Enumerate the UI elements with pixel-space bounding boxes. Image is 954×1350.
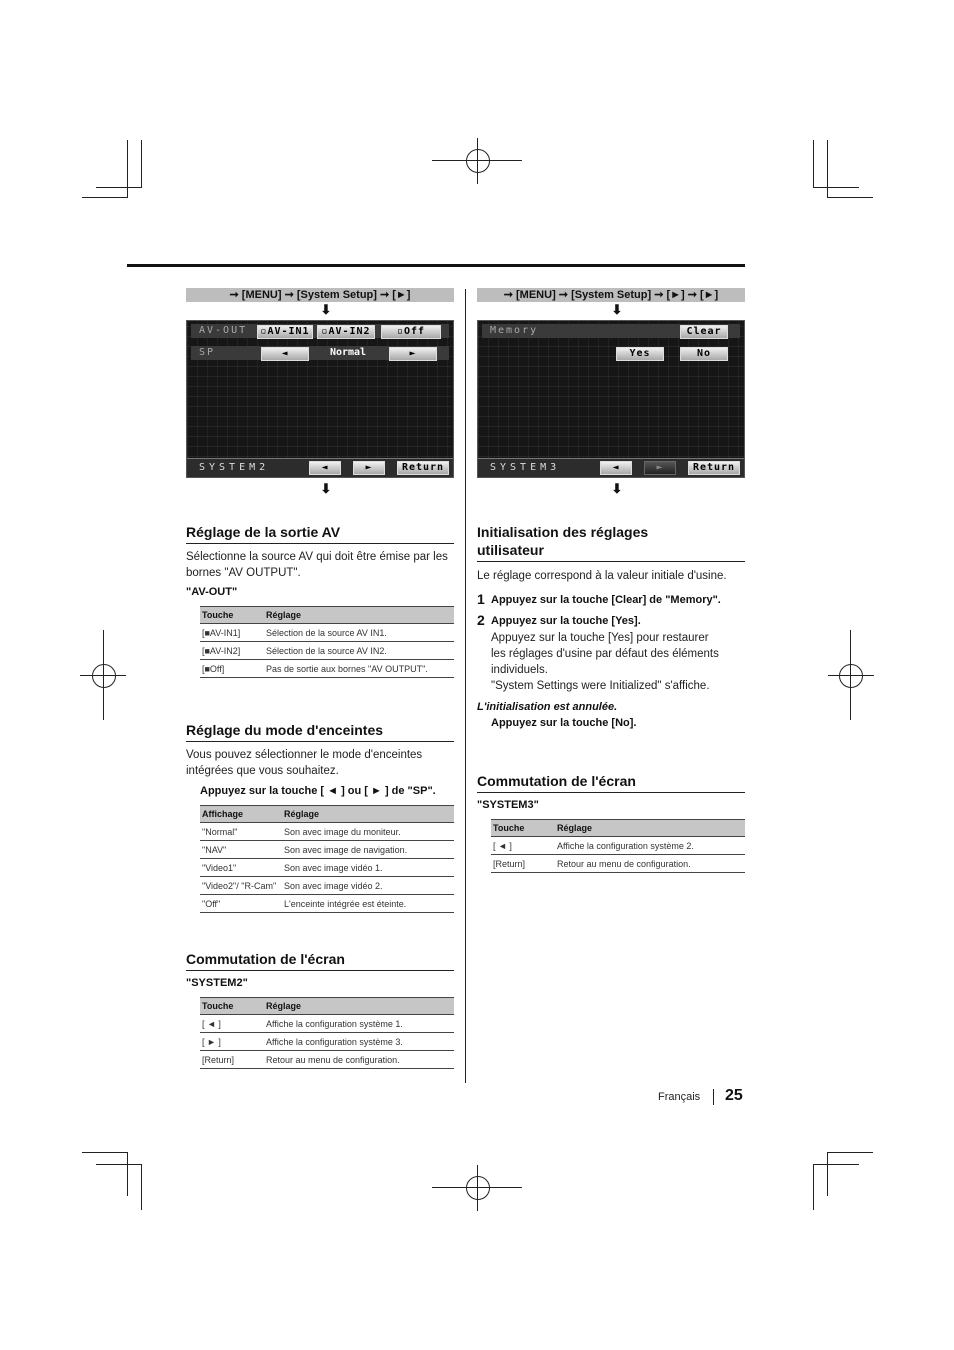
table-cell: [ ► ]: [200, 1033, 264, 1051]
section-title: Commutation de l'écran: [186, 950, 454, 971]
step-detail: individuels.: [491, 664, 548, 676]
table-cell: Son avec image vidéo 1.: [282, 859, 454, 877]
footer-next-button[interactable]: ►: [353, 461, 385, 475]
cancel-instruction: Appuyez sur la touche [No].: [491, 717, 637, 729]
cancel-title: L'initialisation est annulée.: [477, 701, 618, 713]
memory-row: [482, 324, 740, 338]
table-row: [200, 823, 454, 841]
sp-label: SP: [199, 347, 216, 358]
av-out-table: [200, 606, 454, 678]
step-detail: Appuyez sur la touche [Yes] pour restaurer: [491, 632, 709, 644]
table-row: [491, 855, 745, 873]
table-cell: L'enceinte intégrée est éteinte.: [282, 895, 454, 913]
instruction: Appuyez sur la touche [ ◄ ] ou [ ► ] de "SP".: [200, 785, 436, 797]
footer-return-button[interactable]: Return: [397, 461, 449, 475]
footer-prev-button[interactable]: ◄: [600, 461, 632, 475]
memory-label: Memory: [490, 325, 539, 336]
step-detail: "System Settings were Initialized" s'affiche.: [491, 680, 710, 692]
system2-label: SYSTEM2: [199, 462, 270, 473]
down-arrow-icon: ⬇: [320, 481, 332, 496]
table-row: [200, 1015, 454, 1033]
system3-screen: [477, 320, 745, 478]
no-button[interactable]: No: [680, 347, 728, 361]
system2-screen: [186, 320, 454, 478]
yes-button[interactable]: Yes: [616, 347, 664, 361]
column-header: Réglage: [282, 806, 454, 823]
table-row: [200, 859, 454, 877]
clear-button[interactable]: Clear: [680, 325, 728, 339]
column-header: Touche: [491, 820, 555, 837]
table-cell: Sélection de la source AV IN1.: [264, 624, 454, 642]
table-cell: Affiche la configuration système 1.: [264, 1015, 454, 1033]
section-title: Réglage de la sortie AV: [186, 523, 454, 544]
section-title: Réglage du mode d'enceintes: [186, 721, 454, 742]
sp-prev-button[interactable]: ◄: [261, 347, 309, 361]
table-cell: Son avec image vidéo 2.: [282, 877, 454, 895]
table-cell: Son avec image du moniteur.: [282, 823, 454, 841]
table-cell: Son avec image de navigation.: [282, 841, 454, 859]
sp-value: Normal: [329, 347, 367, 358]
table-row: [200, 1033, 454, 1051]
footer-language: Français: [658, 1091, 701, 1103]
table-cell: "Video1": [200, 859, 282, 877]
sp-mode-table: [200, 805, 454, 913]
table-row: [200, 642, 454, 660]
section-body: Le réglage correspond à la valeur initiale d'usine.: [477, 570, 727, 582]
table-cell: Sélection de la source AV IN2.: [264, 642, 454, 660]
table-caption: "SYSTEM3": [477, 799, 539, 811]
table-cell: "NAV": [200, 841, 282, 859]
page-number: 25: [725, 1087, 743, 1104]
table-cell: Affiche la configuration système 3.: [264, 1033, 454, 1051]
av-in2-button[interactable]: ▫AV-IN2: [317, 325, 375, 339]
section-title: [477, 523, 745, 562]
column-header: Touche: [200, 998, 264, 1015]
table-row: [491, 837, 745, 855]
table-cell: [■AV-IN2]: [200, 642, 264, 660]
system3-label: SYSTEM3: [490, 462, 561, 473]
down-arrow-icon: ⬇: [611, 481, 623, 496]
step-detail: les réglages d'usine par défaut des éléments: [491, 648, 719, 660]
table-row: [200, 660, 454, 678]
table-cell: [ ◄ ]: [200, 1015, 264, 1033]
system2-table: [200, 997, 454, 1069]
step-number: 1: [477, 591, 485, 607]
section-title-line: utilisateur: [477, 542, 544, 558]
table-cell: "Video2"/ "R-Cam": [200, 877, 282, 895]
table-caption: "SYSTEM2": [186, 977, 248, 989]
table-cell: [■AV-IN1]: [200, 624, 264, 642]
nav-path-left: ➞ [MENU] ➞ [System Setup] ➞ [►]: [186, 288, 454, 302]
footer-separator: [713, 1089, 714, 1105]
table-caption: "AV-OUT": [186, 586, 238, 598]
step-number: 2: [477, 612, 485, 628]
table-cell: Pas de sortie aux bornes "AV OUTPUT".: [264, 660, 454, 678]
table-row: [200, 877, 454, 895]
column-header: Affichage: [200, 806, 282, 823]
av-out-label: AV-OUT: [199, 325, 248, 336]
down-arrow-icon: ⬇: [611, 302, 623, 317]
screen-footer: [187, 458, 453, 477]
step-text: Appuyez sur la touche [Yes].: [491, 615, 641, 627]
header-rule: [127, 264, 745, 267]
table-cell: [■Off]: [200, 660, 264, 678]
table-cell: Retour au menu de configuration.: [555, 855, 745, 873]
section-title: Commutation de l'écran: [477, 772, 745, 793]
section-body: Sélectionne la source AV qui doit être émise par les bornes "AV OUTPUT".: [186, 551, 448, 579]
column-header: Touche: [200, 607, 264, 624]
sp-next-button[interactable]: ►: [389, 347, 437, 361]
column-header: Réglage: [264, 607, 454, 624]
av-off-button[interactable]: ▫Off: [381, 325, 441, 339]
column-divider: [465, 289, 466, 1083]
footer-prev-button[interactable]: ◄: [309, 461, 341, 475]
table-row: [200, 841, 454, 859]
screen-footer: [478, 458, 744, 477]
column-header: Réglage: [264, 998, 454, 1015]
system3-table: [491, 819, 745, 873]
table-cell: [Return]: [200, 1051, 264, 1069]
sp-row: [191, 346, 449, 360]
table-cell: Retour au menu de configuration.: [264, 1051, 454, 1069]
column-header: Réglage: [555, 820, 745, 837]
table-row: [200, 895, 454, 913]
nav-path-right: ➞ [MENU] ➞ [System Setup] ➞ [►] ➞ [►]: [477, 288, 745, 302]
table-cell: Affiche la configuration système 2.: [555, 837, 745, 855]
down-arrow-icon: ⬇: [320, 302, 332, 317]
table-cell: [Return]: [491, 855, 555, 873]
footer-next-button: ►: [644, 461, 676, 475]
av-out-row: [191, 324, 449, 338]
table-cell: "Normal": [200, 823, 282, 841]
step-text: Appuyez sur la touche [Clear] de "Memory".: [491, 594, 721, 606]
footer-return-button[interactable]: Return: [688, 461, 740, 475]
section-title-line: Initialisation des réglages: [477, 524, 649, 540]
table-row: [200, 624, 454, 642]
table-cell: [ ◄ ]: [491, 837, 555, 855]
table-cell: "Off": [200, 895, 282, 913]
table-row: [200, 1051, 454, 1069]
section-body: Vous pouvez sélectionner le mode d'enceintes intégrées que vous souhaitez.: [186, 749, 423, 777]
av-in1-button[interactable]: ▫AV-IN1: [257, 325, 313, 339]
